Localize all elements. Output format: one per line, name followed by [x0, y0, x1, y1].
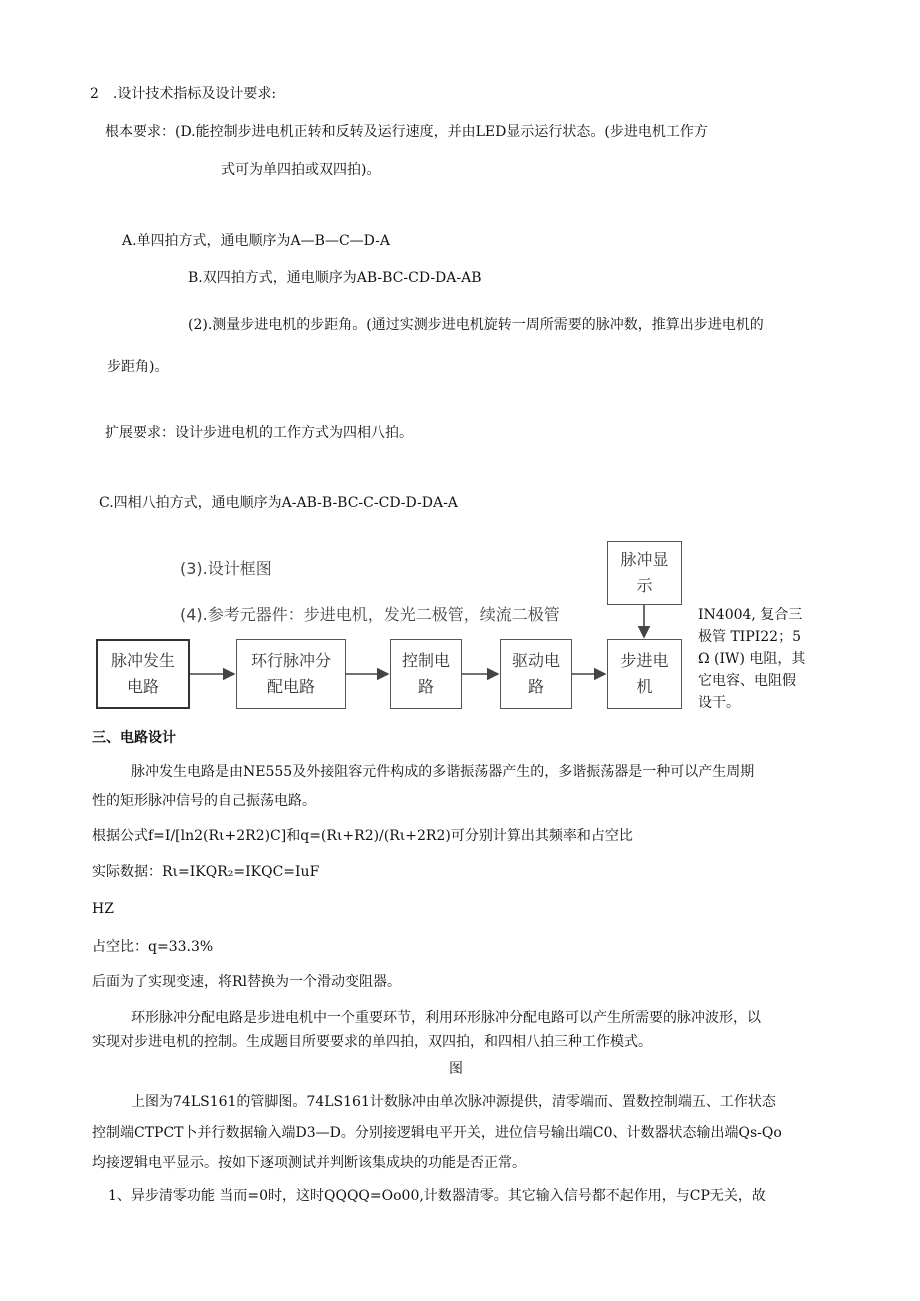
variable-speed-text: 后面为了实现变速，将Rl替换为一个滑动变阻器。: [92, 974, 402, 990]
duty-cycle-text: 占空比：q=33.3%: [92, 939, 214, 955]
section-heading-circuit-design: 三、电路设计: [92, 730, 176, 746]
actual-data-text: 实际数据：Rι=IKQR₂=IKQC=IuF: [92, 864, 320, 880]
mode-c-text: C.四相八拍方式，通电顺序为A-AB-B-BC-C-CD-D-DA-A: [99, 495, 458, 511]
components-side-text: [698, 604, 805, 714]
extended-requirement: 扩展要求：设计步进电机的工作方式为四相八拍。: [105, 425, 413, 441]
side-line-4: 它电容、电阻假: [698, 673, 796, 689]
ring-distributor-para-line-1: 环形脉冲分配电路是步进电机中一个重要环节，利用环形脉冲分配电路可以产生所需要的脉冲波形，以: [131, 1010, 761, 1026]
frequency-unit: HZ: [92, 901, 114, 917]
block-ring-distributor-line-2: 配电路: [266, 677, 315, 696]
block-pulse-generator-line-2: 电路: [126, 677, 159, 696]
mode-a-text: A.单四拍方式，通电顺序为A—B—C—D-A: [122, 233, 390, 249]
basic-requirement-line-2: 式可为单四拍或双四拍)。: [221, 162, 381, 178]
block-drive-circuit-line-2: 路: [527, 677, 544, 696]
side-line-3: Ω (IW) 电阻，其: [698, 651, 806, 667]
block-pulse-display-line-2: 示: [636, 576, 653, 595]
pulse-generator-para-line-2: 性的矩形脉冲信号的自己振荡电路。: [92, 793, 316, 809]
measure-step-angle-line-2: 步距角)。: [107, 359, 169, 375]
design-diagram-label: (3).设计框图: [180, 559, 272, 578]
chip-pinout-para-line-3: 均接逻辑电平显示。按如下逐项测试并判断该集成块的功能是否正常。: [92, 1155, 526, 1171]
basic-requirement-line-1: 根本要求：(D.能控制步进电机正转和反转及运行速度，并由LED显示运行状态。(步进电机工作方: [105, 124, 708, 140]
block-pulse-generator-line-1: 脉冲发生: [110, 651, 175, 671]
block-control-circuit-line-1: 控制电: [401, 651, 450, 671]
pulse-generator-para-line-1: 脉冲发生电路是由NE555及外接阻容元件构成的多谐振荡器产生的，多谐振荡器是一种可以产生周期: [131, 764, 755, 780]
section-heading-design-spec: 2 .设计技术指标及设计要求:: [90, 86, 277, 102]
block-ring-distributor-line-1: 环行脉冲分: [250, 651, 331, 671]
side-line-1: IN4004, 复合三: [698, 607, 803, 623]
block-control-circuit-line-2: 路: [417, 677, 434, 696]
reference-components-label: (4).参考元器件：步进电机，发光二极管，续流二极管: [180, 605, 560, 624]
side-line-5: 设干。: [698, 695, 740, 711]
side-line-2: 极管 TIPI22；5: [698, 629, 801, 645]
formula-text: 根据公式f=I/[ln2(Rι+2R2)C]和q=(Rι+R2)/(Rι+2R2)可分别计算出其频率和占空比: [92, 828, 633, 844]
block-pulse-display-line-1: 脉冲显: [620, 550, 669, 570]
block-stepper-motor-line-1: 步进电: [620, 651, 669, 671]
figure-label: 图: [449, 1061, 463, 1077]
chip-pinout-para-line-2: 控制端CTPCT卜并行数据输入端D3—D。分别接逻辑电平开关，进位信号输出端C0、计数器状态输出端Qs-Qo: [92, 1125, 782, 1141]
block-stepper-motor-line-2: 机: [636, 677, 653, 696]
async-clear-item: 1、异步清零功能 当而=0时，这时QQQQ=Oo00,计数器清零。其它输入信号都不起作用，与CP无关，故: [108, 1188, 766, 1204]
mode-b-text: B.双四拍方式，通电顺序为AB-BC-CD-DA-AB: [188, 270, 482, 286]
ring-distributor-para-line-2: 实现对步进电机的控制。生成题目所要要求的单四拍，双四拍，和四相八拍三种工作模式。: [92, 1034, 652, 1050]
chip-pinout-para-line-1: 上图为74LS161的管脚图。74LS161计数脉冲由单次脉冲源提供，清零端而、置数控制端五、工作状态: [131, 1094, 776, 1110]
block-drive-circuit-line-1: 驱动电: [511, 651, 560, 671]
measure-step-angle-line-1: (2).测量步进电机的步距角。(通过实测步进电机旋转一周所需要的脉冲数，推算出步进电机的: [188, 317, 764, 333]
